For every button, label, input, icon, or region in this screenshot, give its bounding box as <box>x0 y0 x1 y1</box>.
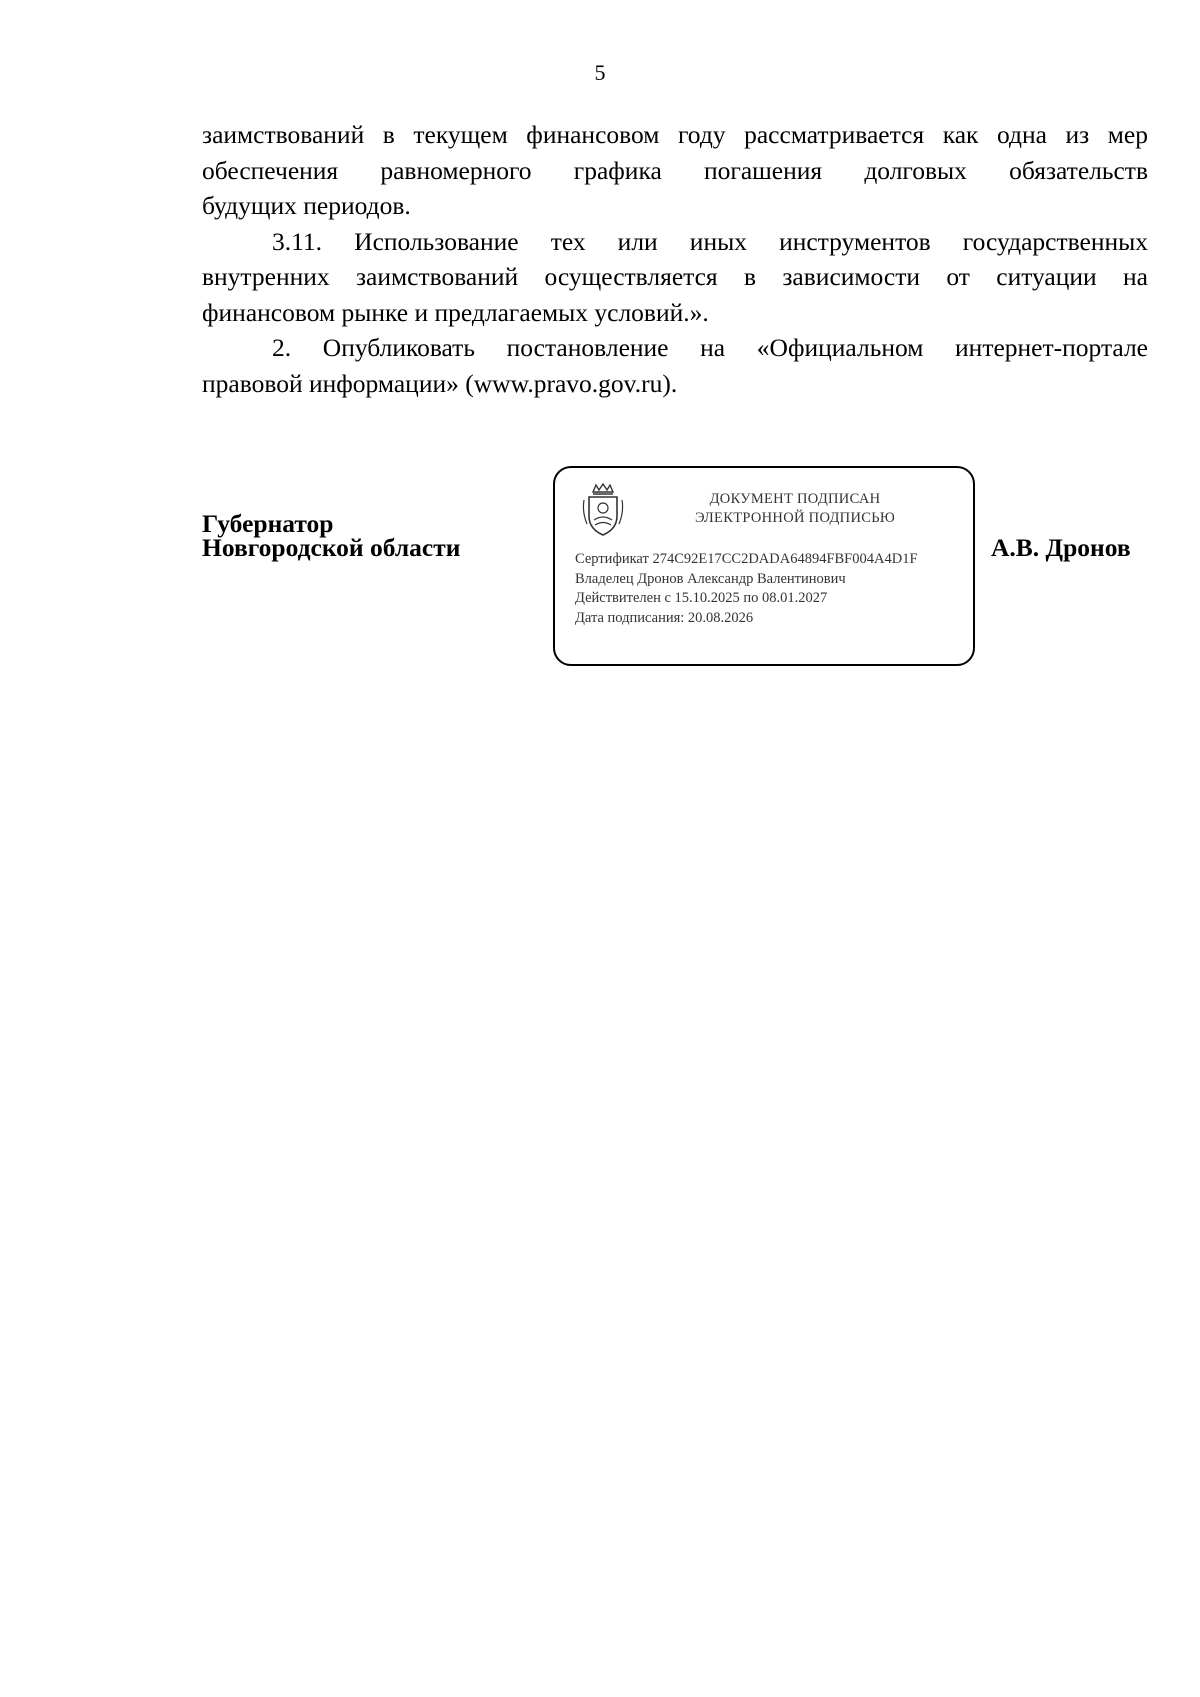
stamp-certificate: Сертификат 274C92E17CC2DADA64894FBF004A4D1F <box>575 551 918 567</box>
stamp-owner: Владелец Дронов Александр Валентинович <box>575 570 846 587</box>
signatory-title-line: Губернатор <box>202 509 334 538</box>
paragraph-line: 2. Опубликовать постановление на «Официальном интернет-портале <box>272 333 1148 362</box>
paragraph-line: внутренних заимствований осуществляется в зависимости от ситуации на <box>202 262 1148 291</box>
paragraph-line: будущих периодов. <box>202 191 411 220</box>
stamp-details <box>575 550 918 628</box>
paragraph-line: обеспечения равномерного графика погашения долговых обязательств <box>202 155 1148 185</box>
paragraph-line: финансовом рынке и предлагаемых условий.». <box>202 297 709 327</box>
signatory-name: А.В. Дронов <box>991 533 1131 562</box>
paragraph-line: заимствований в текущем финансовом году рассматривается как одна из мер <box>202 120 1148 149</box>
stamp-heading-line: ДОКУМЕНТ ПОДПИСАН <box>709 491 881 507</box>
page-number: 5 <box>594 60 606 85</box>
document-body <box>202 117 1148 401</box>
stamp-signing-date: Дата подписания: 20.08.2026 <box>575 609 754 626</box>
electronic-signature-stamp <box>553 466 975 666</box>
signatory-title <box>202 509 461 562</box>
stamp-heading <box>645 490 945 528</box>
paragraph-line: правовой информации» (www.pravo.gov.ru). <box>202 368 678 398</box>
stamp-validity: Действителен с 15.10.2025 по 08.01.2027 <box>575 590 828 606</box>
coat-of-arms-icon <box>581 482 625 538</box>
signatory-title-line: Новгородской области <box>202 533 461 562</box>
paragraph-line: 3.11. Использование тех или иных инструментов государственных <box>272 226 1148 256</box>
stamp-heading-line: ЭЛЕКТРОННОЙ ПОДПИСЬЮ <box>694 510 896 526</box>
